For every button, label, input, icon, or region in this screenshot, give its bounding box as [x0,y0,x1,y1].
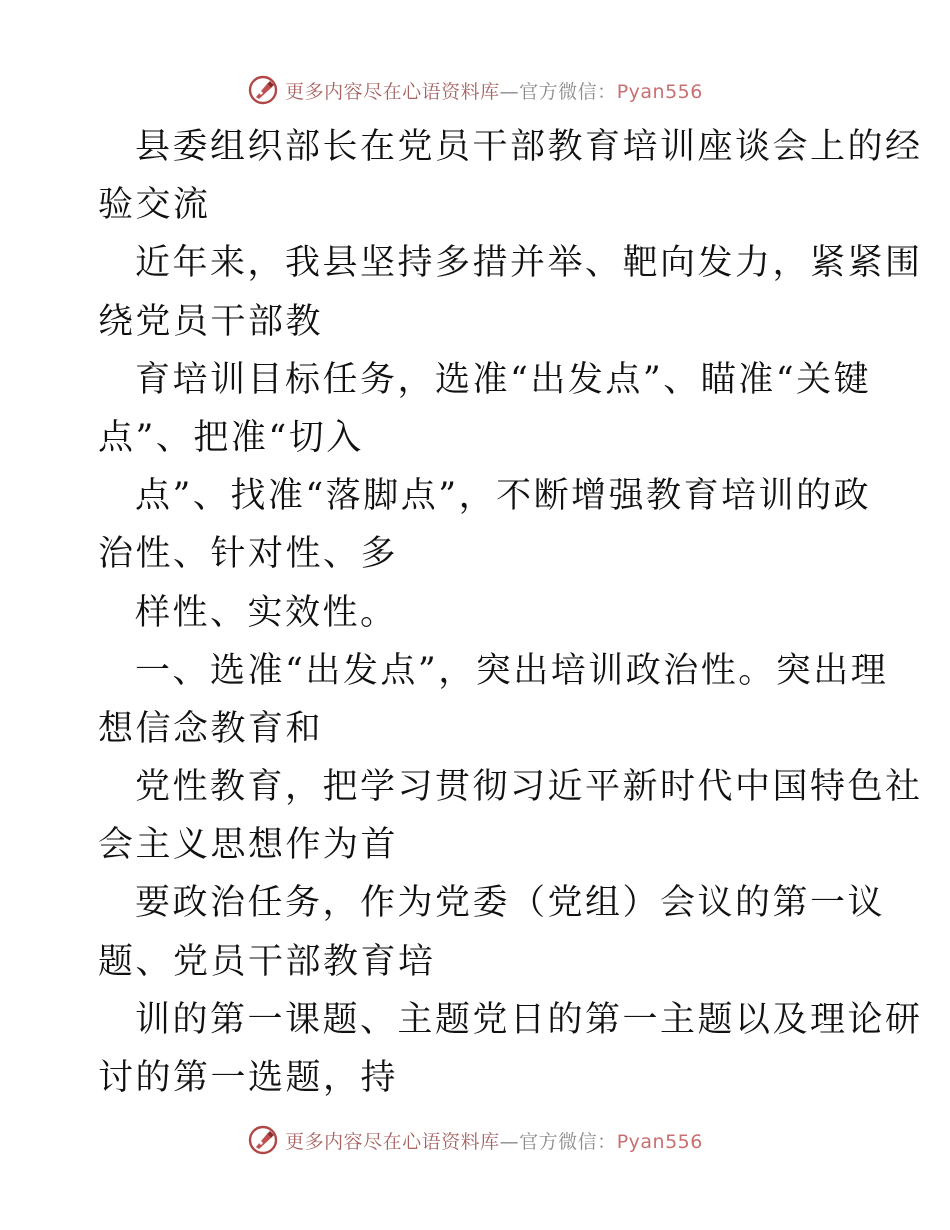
paragraph-line: 题、党员干部教育培 [98,941,436,982]
watermark-site-name: 更多内容尽在心语资料库 [285,80,500,103]
paragraph-line: 会主义思想作为首 [98,825,399,866]
watermark-wechat-id: Pyan556 [616,1130,703,1153]
pen-nib-logo-icon [247,74,279,106]
section-heading-line: 一、选准“出发点”，突出培训政治性。突出理 [135,650,889,691]
paragraph-line: 点”、找准“落脚点”，不断增强教育培训的政 [135,476,872,517]
paragraph-line: 点”、把准“切入 [98,417,364,458]
footer-watermark [0,1120,950,1160]
watermark-dash: — [499,1130,520,1153]
watermark-text [285,1127,703,1154]
title-line-1: 县委组织部长在党员干部教育培训座谈会上的经 [135,127,923,167]
watermark-site-name: 更多内容尽在心语资料库 [285,1130,500,1153]
paragraph-line: 样性、实效性。 [135,592,398,633]
paragraph-line: 绕党员干部教 [98,301,324,342]
watermark-wechat-id: Pyan556 [616,80,703,103]
watermark-official-label: 官方微信： [519,1130,617,1153]
paragraph-line: 讨的第一选题，持 [98,1058,399,1098]
pen-nib-logo-icon [247,1124,279,1156]
watermark-official-label: 官方微信： [519,80,617,103]
title-line-2: 验交流 [98,185,211,226]
paragraph-line: 育培训目标任务，选准“出发点”、瞄准“关键 [135,359,872,400]
watermark-group [247,1124,703,1156]
paragraph-line: 想信念教育和 [98,708,324,749]
paragraph-line: 训的第一课题、主题党日的第一主题以及理论研 [135,999,923,1040]
document-body [98,118,923,1107]
watermark-text [285,77,703,104]
paragraph-line: 近年来，我县坚持多措并举、靶向发力，紧紧围 [135,243,923,284]
paragraph-line: 要政治任务，作为党委（党组）会议的第一议 [135,883,886,924]
paragraph-line: 党性教育，把学习贯彻习近平新时代中国特色社 [135,767,923,808]
watermark-dash: — [499,80,520,103]
paragraph-line: 治性、针对性、多 [98,534,399,575]
watermark-group [247,74,703,106]
header-watermark [0,70,950,110]
